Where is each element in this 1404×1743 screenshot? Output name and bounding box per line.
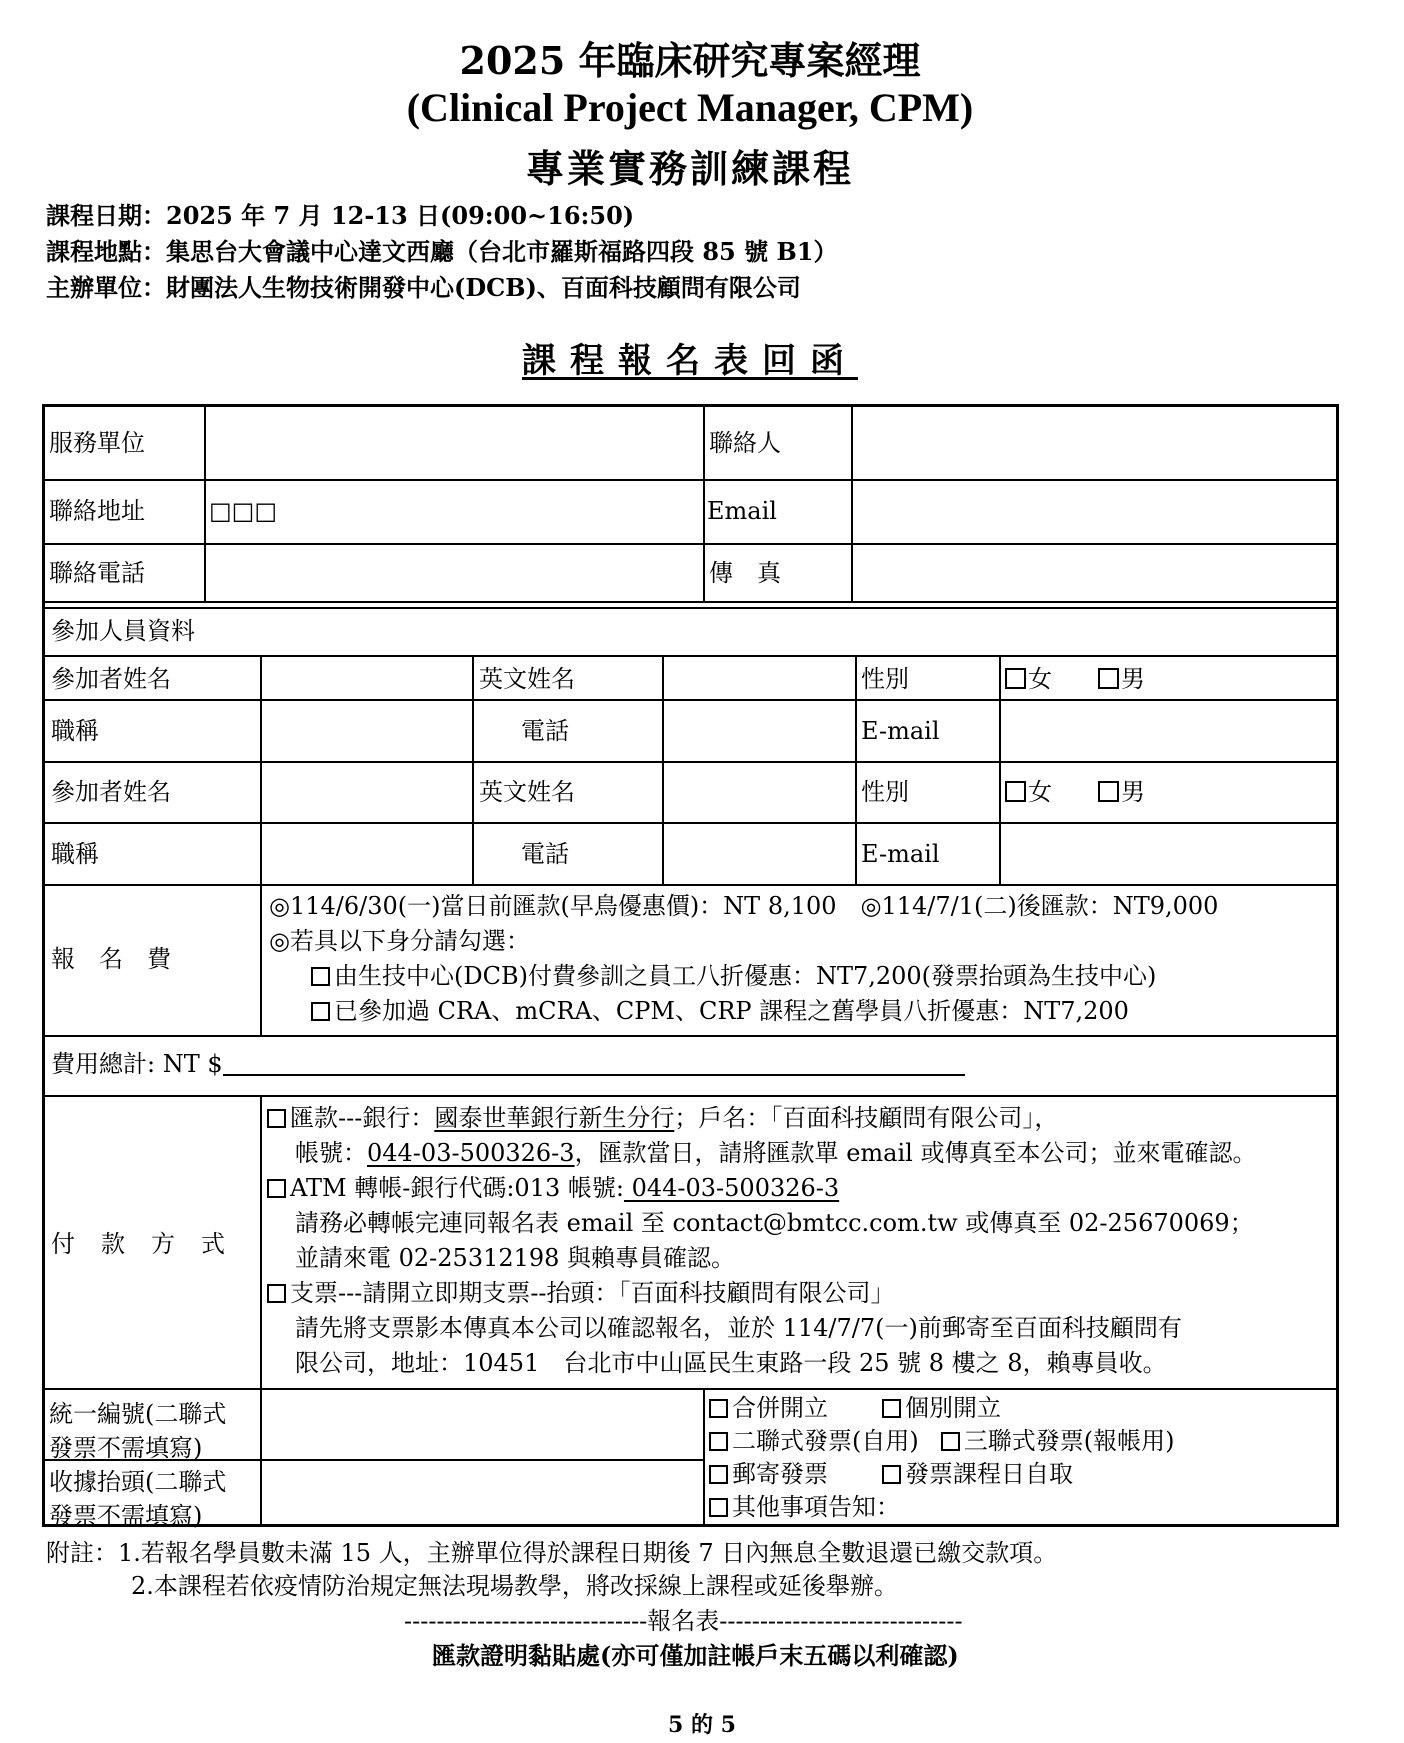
participant-2-male-checkbox[interactable]	[1098, 781, 1119, 802]
fax-label: 傳 真	[709, 559, 781, 587]
page-number: 5 的 5	[668, 1712, 736, 1738]
payment-atm-confirm: 並請來電 02-25312198 與賴專員確認。	[295, 1244, 736, 1272]
participant-2-english-name-field[interactable]	[665, 765, 852, 820]
receipt-title-field[interactable]	[263, 1463, 701, 1525]
unit-field[interactable]	[207, 411, 700, 477]
course-organizer: 主辦單位：財團法人生物技術開發中心(DCB)、百面科技顧問有限公司	[46, 273, 801, 302]
participant-1-english-name-field[interactable]	[665, 659, 852, 697]
note-refund: 附註：1.若報名學員數未滿 15 人，主辦單位得於課程日期後 7 日內無息全數退還已繳交款項。	[46, 1539, 1058, 1567]
fee-option-dcb-checkbox[interactable]	[311, 967, 330, 986]
course-date: 課程日期：2025 年 7 月 12-13 日(09:00~16:50)	[46, 201, 635, 230]
note-online: 2.本課程若依疫情防治規定無法現場教學，將改採線上課程或延後舉辦。	[131, 1572, 898, 1600]
participant-1-phone-label: 電話	[521, 717, 569, 745]
title-line-1: 2025 年臨床研究專案經理	[459, 38, 921, 83]
participant-1-email-label: E-mail	[861, 717, 940, 745]
unit-label: 服務單位	[49, 429, 145, 457]
participant-1-name-field[interactable]	[263, 659, 469, 697]
invoice-triplicate-option: 三聯式發票(報帳用)	[941, 1427, 1175, 1455]
fee-total-label: 費用總計: NT $	[51, 1050, 223, 1078]
payment-atm-checkbox[interactable]	[267, 1179, 286, 1198]
participant-1-male-checkbox[interactable]	[1098, 668, 1119, 689]
payment-atm-line: ATM 轉帳-銀行代碼:013 帳號: 044-03-500326-3	[267, 1171, 1256, 1206]
address-label: 聯絡地址	[49, 497, 145, 525]
fax-field[interactable]	[855, 547, 1333, 599]
participant-2-title-field[interactable]	[263, 826, 469, 882]
participant-1-gender-options: 女 男	[1005, 665, 1145, 693]
tax-id-field[interactable]	[263, 1392, 701, 1457]
form-divider: ------------------------------報名表------------------------------	[404, 1607, 963, 1635]
address-field[interactable]: □□□	[209, 497, 278, 525]
invoice-other-option: 其他事項告知：	[709, 1493, 900, 1521]
invoice-separate-option: 個別開立	[882, 1394, 1001, 1422]
course-venue: 課程地點：集思台大會議中心達文西廳（台北市羅斯福路四段 85 號 B1）	[46, 237, 838, 266]
invoice-duplicate-checkbox[interactable]	[709, 1432, 728, 1451]
participant-2-email-label: E-mail	[861, 840, 940, 868]
receipt-title-label: 收據抬頭(二聯式 發票不需填寫)	[49, 1468, 227, 1530]
fee-identity-line: ◎若具以下身分請勾選：	[269, 927, 530, 955]
fee-price-line: ◎114/6/30(一)當日前匯款(早鳥優惠價)：NT 8,100 ◎114/7/1(二)後匯款：NT9,000	[269, 892, 1219, 920]
payment-check-instructions: 請先將支票影本傳真本公司以確認報名，並於 114/7/7(一)前郵寄至百面科技顧問有	[295, 1314, 1182, 1342]
fee-total-field[interactable]	[223, 1048, 965, 1076]
fee-option-dcb: 由生技中心(DCB)付費參訓之員工八折優惠：NT7,200(發票抬頭為生技中心)	[269, 959, 1218, 994]
tax-id-label: 統一編號(二聯式 發票不需填寫)	[49, 1400, 227, 1462]
participant-2-gender-options: 女 男	[1005, 778, 1145, 806]
invoice-options	[709, 1392, 1174, 1524]
invoice-triplicate-checkbox[interactable]	[941, 1432, 960, 1451]
email-label: Email	[707, 497, 777, 525]
participant-2-english-name-label: 英文姓名	[479, 778, 575, 806]
payment-check-address: 限公司，地址：10451 台北市中山區民生東路一段 25 號 8 樓之 8，賴專員收。	[295, 1349, 1167, 1377]
payment-transfer-line: 匯款---銀行：國泰世華銀行新生分行；戶名：「百面科技顧問有限公司」，	[267, 1101, 1256, 1136]
participant-2-gender-label: 性別	[861, 778, 909, 806]
payment-account-line: 帳號：044-03-500326-3，匯款當日，請將匯款單 email 或傳真至本公司；並來電確認。	[295, 1139, 1257, 1167]
participant-2-name-label: 參加者姓名	[51, 778, 171, 806]
participant-1-email-field[interactable]	[1002, 703, 1333, 759]
payment-label: 付 款 方 式	[51, 1230, 226, 1258]
invoice-pickup-option: 發票課程日自取	[882, 1460, 1073, 1488]
form-title: 課程報名表回函	[522, 341, 858, 381]
participant-2-phone-field[interactable]	[665, 826, 852, 882]
participant-1-phone-field[interactable]	[665, 703, 852, 759]
invoice-duplicate-option: 二聯式發票(自用)	[709, 1427, 919, 1455]
title-line-2: (Clinical Project Manager, CPM)	[406, 85, 974, 130]
fee-block	[269, 889, 1218, 1029]
participant-1-title-field[interactable]	[263, 703, 469, 759]
fee-option-alumni-checkbox[interactable]	[311, 1002, 330, 1021]
payment-check-checkbox[interactable]	[267, 1284, 286, 1303]
participant-1-english-name-label: 英文姓名	[479, 665, 575, 693]
fee-total	[51, 1048, 965, 1078]
participant-2-phone-label: 電話	[521, 840, 569, 868]
invoice-other-checkbox[interactable]	[709, 1498, 728, 1517]
phone-label: 聯絡電話	[49, 559, 145, 587]
email-field[interactable]	[855, 483, 1333, 541]
participant-2-female-checkbox[interactable]	[1005, 781, 1026, 802]
payment-atm-instructions: 請務必轉帳完連同報名表 email 至 contact@bmtcc.com.tw 或傳真至 02-25670069；	[295, 1209, 1254, 1237]
participant-1-name-label: 參加者姓名	[51, 665, 171, 693]
participant-1-title-label: 職稱	[51, 717, 99, 745]
invoice-pickup-checkbox[interactable]	[882, 1465, 901, 1484]
invoice-combined-option: 合併開立	[709, 1394, 828, 1422]
phone-field[interactable]	[207, 547, 700, 599]
participants-section-label: 參加人員資料	[51, 617, 195, 645]
participant-2-email-field[interactable]	[1002, 826, 1333, 882]
fee-option-alumni: 已參加過 CRA、mCRA、CPM、CRP 課程之舊學員八折優惠：NT7,200	[269, 994, 1218, 1029]
title-line-3: 專業實務訓練課程	[525, 146, 854, 191]
contact-label: 聯絡人	[709, 429, 781, 457]
participant-2-title-label: 職稱	[51, 840, 99, 868]
invoice-separate-checkbox[interactable]	[882, 1399, 901, 1418]
contact-field[interactable]	[855, 411, 1333, 477]
participant-1-female-checkbox[interactable]	[1005, 668, 1026, 689]
registration-form	[42, 404, 1339, 1530]
payment-transfer-checkbox[interactable]	[267, 1109, 286, 1128]
fee-label: 報 名 費	[51, 945, 171, 973]
participant-2-name-field[interactable]	[263, 765, 469, 820]
invoice-mail-checkbox[interactable]	[709, 1465, 728, 1484]
participant-1-gender-label: 性別	[861, 665, 909, 693]
payment-block	[267, 1101, 1256, 1381]
remittance-proof-area: 匯款證明黏貼處(亦可僅加註帳戶末五碼以利確認)	[432, 1641, 959, 1670]
payment-check-line: 支票---請開立即期支票--抬頭：「百面科技顧問有限公司」	[267, 1276, 1256, 1311]
invoice-mail-option: 郵寄發票	[709, 1460, 828, 1488]
invoice-combined-checkbox[interactable]	[709, 1399, 728, 1418]
